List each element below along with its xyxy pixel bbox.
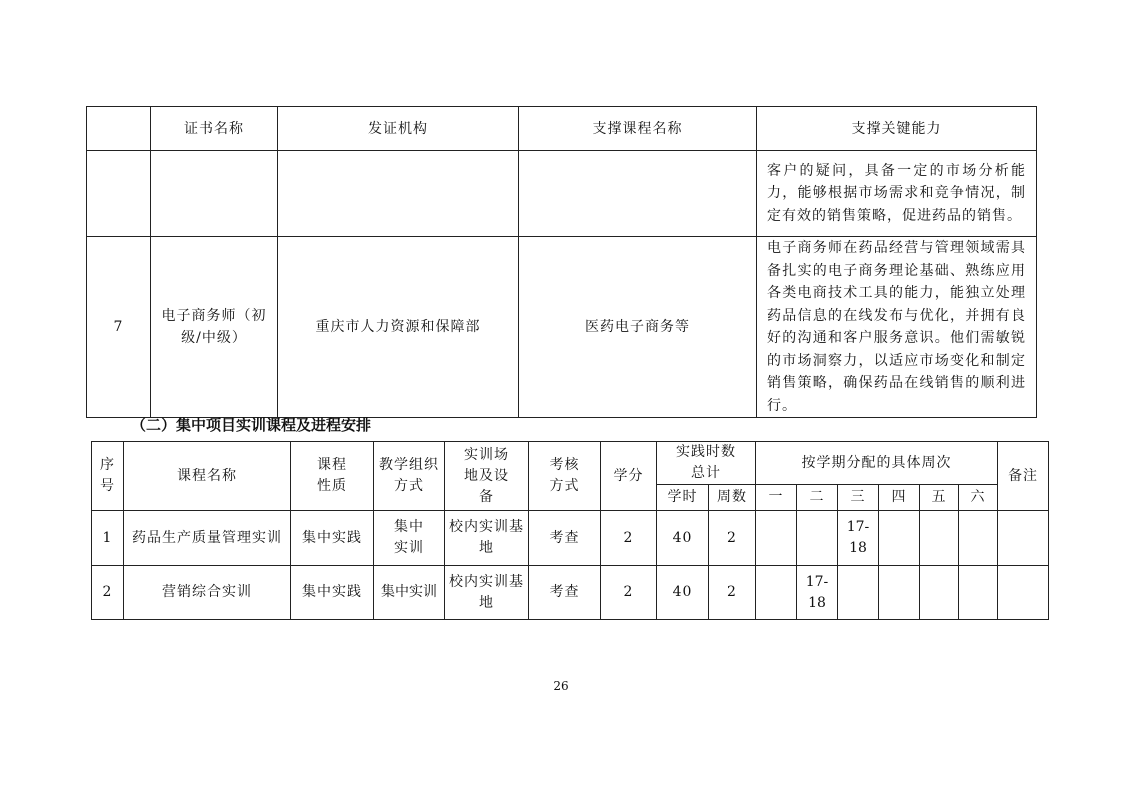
header-semester-6: 六	[959, 485, 998, 511]
cell-semester-1	[756, 511, 797, 566]
cell-semester-2	[797, 511, 838, 566]
cell-semester-1	[756, 566, 797, 620]
header-semester-2: 二	[797, 485, 838, 511]
header-org: 教学组织方式	[374, 442, 445, 511]
course-header-row	[92, 442, 1049, 485]
cert-header-row	[87, 107, 1037, 151]
cell-course-name: 药品生产质量管理实训	[124, 511, 291, 566]
header-nature: 课程性质	[291, 442, 374, 511]
cert-name: 电子商务师（初级/中级）	[151, 237, 278, 418]
cell-assess: 考查	[529, 566, 601, 620]
cell-weeks: 2	[709, 511, 756, 566]
cell-semester-5	[920, 566, 959, 620]
header-semester-4: 四	[879, 485, 920, 511]
course-table	[91, 441, 1049, 620]
cell-remark	[998, 511, 1049, 566]
ability-text: 电子商务师在药品经营与管理领域需具备扎实的电子商务理论基础、熟练应用各类电商技术工具的能力，能独立处理药品信息的在线发布与优化，并拥有良好的沟通和客户服务意识。他们需敏锐的市场洞察力，以适应市场变化和制定销售策略，确保药品在线销售的顺利进行。	[757, 237, 1037, 418]
cert-continued-row	[87, 151, 1037, 237]
cell-semester-3: 17-18	[838, 511, 879, 566]
header-semester: 按学期分配的具体周次	[756, 442, 998, 485]
header-cert-name: 证书名称	[151, 107, 278, 151]
cell-nature: 集中实践	[291, 511, 374, 566]
cell-venue: 校内实训基地	[445, 566, 529, 620]
cell-semester-6	[959, 566, 998, 620]
cell-empty	[278, 151, 519, 237]
cell-hours: 40	[657, 511, 709, 566]
cell-remark	[998, 566, 1049, 620]
header-seq: 序号	[92, 442, 124, 511]
header-venue: 实训场地及设备	[445, 442, 529, 511]
certificate-table	[86, 106, 1037, 418]
cell-seq: 1	[92, 511, 124, 566]
cell-nature: 集中实践	[291, 566, 374, 620]
issuer: 重庆市人力资源和保障部	[278, 237, 519, 418]
cell-semester-3	[838, 566, 879, 620]
cell-empty	[151, 151, 278, 237]
header-credit: 学分	[601, 442, 657, 511]
cell-empty	[519, 151, 757, 237]
table-row	[92, 566, 1049, 620]
cell-semester-4	[879, 511, 920, 566]
section-title: （二）集中项目实训课程及进程安排	[131, 416, 372, 434]
cert-row-7	[87, 237, 1037, 418]
header-semester-5: 五	[920, 485, 959, 511]
cell-weeks: 2	[709, 566, 756, 620]
cell-hours: 40	[657, 566, 709, 620]
cell-venue: 校内实训基地	[445, 511, 529, 566]
cell-credit: 2	[601, 511, 657, 566]
header-semester-1: 一	[756, 485, 797, 511]
cell-credit: 2	[601, 566, 657, 620]
table-row	[92, 511, 1049, 566]
header-remark: 备注	[998, 442, 1049, 511]
header-course: 支撑课程名称	[519, 107, 757, 151]
header-course-name: 课程名称	[124, 442, 291, 511]
cell-empty	[87, 151, 151, 237]
cell-seq: 2	[92, 566, 124, 620]
cell-org: 集中实训	[374, 511, 445, 566]
header-issuer: 发证机构	[278, 107, 519, 151]
header-ability: 支撑关键能力	[757, 107, 1037, 151]
cell-semester-2: 17-18	[797, 566, 838, 620]
header-semester-3: 三	[838, 485, 879, 511]
cell-course-name: 营销综合实训	[124, 566, 291, 620]
cell-semester-6	[959, 511, 998, 566]
course-name: 医药电子商务等	[519, 237, 757, 418]
cell-semester-5	[920, 511, 959, 566]
header-practice: 实践时数总计	[657, 442, 756, 485]
cell-semester-4	[879, 566, 920, 620]
header-hours: 学时	[657, 485, 709, 511]
header-num	[87, 107, 151, 151]
ability-text: 客户的疑问，具备一定的市场分析能力，能够根据市场需求和竞争情况，制定有效的销售策略，促进药品的销售。	[757, 151, 1037, 237]
header-assess: 考核方式	[529, 442, 601, 511]
cell-org: 集中实训	[374, 566, 445, 620]
page-number: 26	[553, 679, 569, 693]
header-weeks: 周数	[709, 485, 756, 511]
row-number: 7	[87, 237, 151, 418]
cell-assess: 考查	[529, 511, 601, 566]
